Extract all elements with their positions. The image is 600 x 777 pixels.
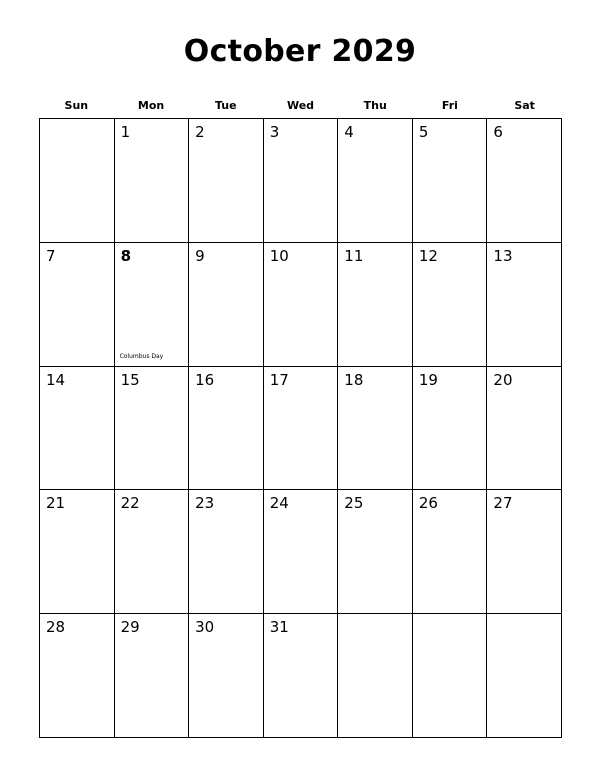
day-number: 22 bbox=[120, 494, 140, 513]
day-number: 30 bbox=[195, 618, 215, 637]
day-cell bbox=[40, 614, 115, 738]
day-cell bbox=[189, 243, 264, 367]
day-number: 28 bbox=[46, 618, 66, 637]
day-number: 25 bbox=[344, 494, 364, 513]
day-number: 24 bbox=[269, 494, 289, 513]
day-cell bbox=[413, 119, 488, 243]
weekday-tue: Tue bbox=[214, 99, 237, 112]
day-number: 23 bbox=[195, 494, 215, 513]
day-number: 26 bbox=[418, 494, 438, 513]
day-number: 21 bbox=[46, 494, 66, 513]
day-cell bbox=[40, 490, 115, 614]
weekday-sun: Sun bbox=[64, 99, 89, 112]
day-number: 10 bbox=[269, 246, 289, 265]
holiday-label: Columbus Day bbox=[119, 352, 164, 360]
day-cell bbox=[115, 614, 190, 738]
day-number: 12 bbox=[418, 246, 438, 265]
day-cell bbox=[40, 367, 115, 491]
day-cell bbox=[264, 490, 339, 614]
day-cell bbox=[40, 119, 115, 243]
day-cell bbox=[487, 614, 562, 738]
day-cell bbox=[338, 490, 413, 614]
day-number: 14 bbox=[46, 370, 66, 389]
day-cell bbox=[264, 243, 339, 367]
day-cell bbox=[115, 367, 190, 491]
day-number: 15 bbox=[120, 370, 140, 389]
day-number: 6 bbox=[493, 123, 503, 141]
day-cell bbox=[413, 614, 488, 738]
day-number: 19 bbox=[418, 370, 438, 389]
day-number: 20 bbox=[493, 370, 513, 389]
day-number: 18 bbox=[344, 370, 364, 389]
day-cell bbox=[264, 367, 339, 491]
day-number: 1 bbox=[120, 123, 131, 141]
day-cell bbox=[413, 367, 488, 491]
day-number: 9 bbox=[195, 246, 205, 265]
day-cell bbox=[487, 490, 562, 614]
day-number: 3 bbox=[269, 123, 280, 141]
day-number: 2 bbox=[195, 123, 205, 141]
calendar-title: October 2029 bbox=[183, 34, 417, 69]
day-cell bbox=[487, 243, 562, 367]
weekday-fri: Fri bbox=[441, 99, 458, 112]
day-number: 11 bbox=[344, 246, 364, 265]
day-cell bbox=[413, 243, 488, 367]
day-cell bbox=[189, 119, 264, 243]
day-cell bbox=[413, 490, 488, 614]
day-cell bbox=[40, 243, 115, 367]
day-number: 16 bbox=[195, 370, 215, 389]
day-cell bbox=[115, 243, 190, 367]
day-number: 4 bbox=[344, 123, 354, 141]
calendar-grid bbox=[39, 118, 562, 738]
day-cell bbox=[487, 367, 562, 491]
weekday-thu: Thu bbox=[363, 99, 387, 112]
day-number: 7 bbox=[46, 246, 56, 265]
day-cell bbox=[338, 243, 413, 367]
day-cell bbox=[189, 367, 264, 491]
day-number: 29 bbox=[120, 618, 140, 637]
day-number: 8 bbox=[120, 246, 131, 265]
day-cell bbox=[115, 119, 190, 243]
day-cell bbox=[487, 119, 562, 243]
day-cell bbox=[338, 614, 413, 738]
day-number: 13 bbox=[493, 246, 513, 265]
day-number: 31 bbox=[269, 618, 289, 637]
day-cell bbox=[264, 119, 339, 243]
day-cell bbox=[338, 367, 413, 491]
day-cell bbox=[189, 490, 264, 614]
weekday-header-row bbox=[39, 99, 562, 115]
day-cell bbox=[338, 119, 413, 243]
day-number: 5 bbox=[418, 123, 429, 141]
day-cell bbox=[189, 614, 264, 738]
day-cell bbox=[264, 614, 339, 738]
weekday-mon: Mon bbox=[137, 99, 165, 112]
weekday-wed: Wed bbox=[286, 99, 315, 112]
day-cell bbox=[115, 490, 190, 614]
day-number: 17 bbox=[269, 370, 289, 389]
day-number: 27 bbox=[493, 494, 513, 513]
weekday-sat: Sat bbox=[514, 99, 535, 112]
